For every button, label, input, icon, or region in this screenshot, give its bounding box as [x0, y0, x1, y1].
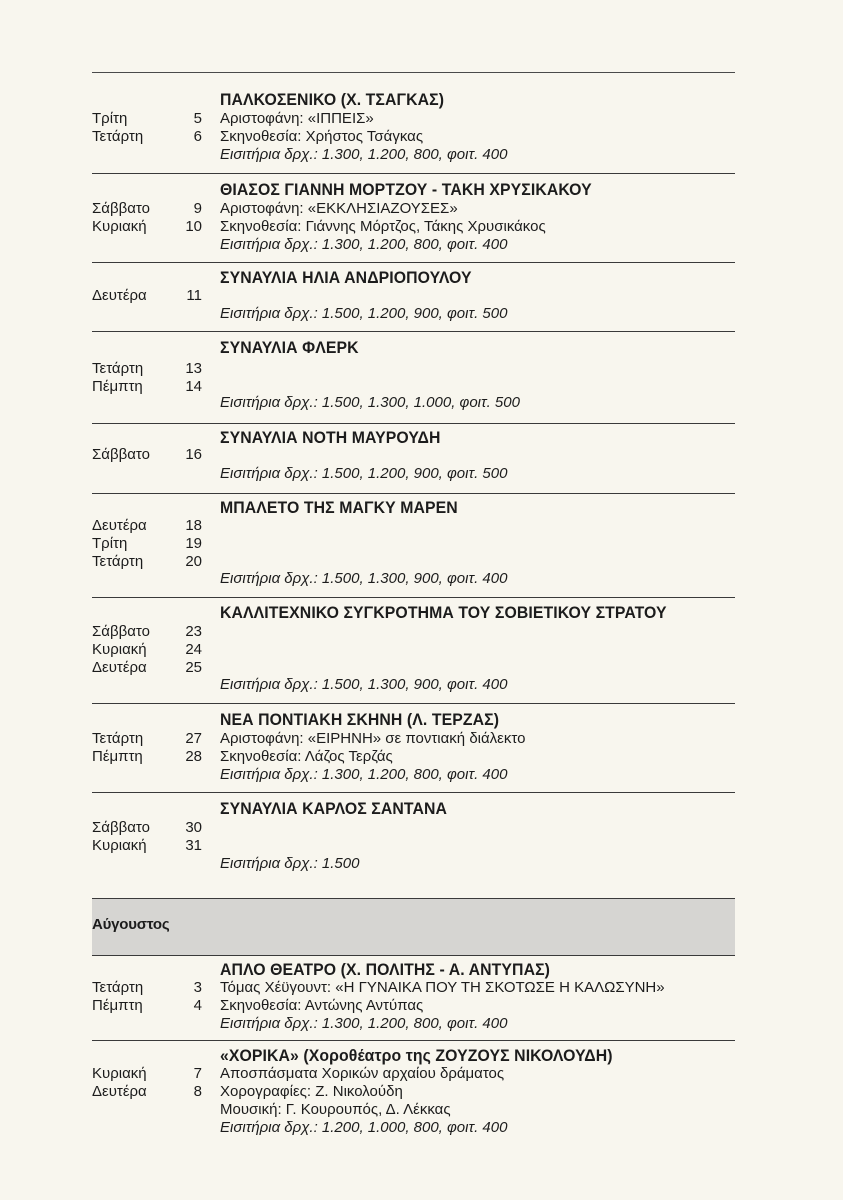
event-day — [92, 623, 202, 641]
event-details — [220, 110, 423, 146]
event-day — [92, 517, 202, 535]
day-number: 3 — [193, 979, 202, 996]
event-day — [92, 553, 202, 571]
day-number: 10 — [185, 218, 202, 235]
day-name: Τετάρτη — [92, 360, 144, 377]
ticket-prices: Εισιτήρια δρχ.: 1.500, 1.200, 900, φοιτ. 500 — [220, 465, 508, 482]
month-label: Αύγουστος — [92, 916, 170, 933]
event-work: Αποσπάσματα Χορικών αρχαίου δράματος — [220, 1065, 505, 1082]
ticket-prices: Εισιτήρια δρχ.: 1.500 — [220, 855, 360, 872]
event-day — [92, 287, 202, 305]
event-day — [92, 218, 202, 236]
event-title: ΣΥΝΑΥΛΙΑ ΝΟΤΗ ΜΑΥΡΟΥΔΗ — [220, 428, 441, 447]
day-name: Σάββατο — [92, 200, 150, 217]
day-name: Σάββατο — [92, 623, 150, 640]
day-number: 13 — [185, 360, 202, 377]
day-number: 31 — [185, 837, 202, 854]
event-days — [92, 623, 202, 677]
event-title: «ΧΟΡΙΚΑ» (Χοροθέατρο της ΖΟΥΖΟΥΣ ΝΙΚΟΛΟΥΔΗ) — [220, 1046, 613, 1065]
day-number: 25 — [185, 659, 202, 676]
event-day — [92, 748, 202, 766]
event-title: ΠΑΛΚΟΣΕΝΙΚΟ (Χ. ΤΣΑΓΚΑΣ) — [220, 90, 445, 109]
ticket-prices: Εισιτήρια δρχ.: 1.500, 1.300, 1.000, φοιτ. 500 — [220, 394, 520, 411]
day-number: 9 — [193, 200, 202, 217]
event-day — [92, 730, 202, 748]
event-day — [92, 979, 202, 997]
event-days — [92, 1065, 202, 1101]
ticket-prices: Εισιτήρια δρχ.: 1.500, 1.200, 900, φοιτ. 500 — [220, 305, 508, 322]
divider — [92, 792, 735, 793]
event-day — [92, 819, 202, 837]
event-title: ΚΑΛΛΙΤΕΧΝΙΚΟ ΣΥΓΚΡΟΤΗΜΑ ΤΟΥ ΣΟΒΙΕΤΙΚΟΥ ΣΤΡΑΤΟΥ — [220, 603, 667, 622]
event-choreography: Χορογραφίες: Ζ. Νικολούδη — [220, 1083, 403, 1100]
event-day — [92, 360, 202, 378]
ticket-prices: Εισιτήρια δρχ.: 1.300, 1.200, 800, φοιτ. 400 — [220, 766, 508, 783]
day-name: Κυριακή — [92, 641, 147, 658]
day-number: 18 — [185, 517, 202, 534]
event-days — [92, 819, 202, 855]
day-name: Σάββατο — [92, 446, 150, 463]
divider — [92, 703, 735, 704]
event-day — [92, 1065, 202, 1083]
event-days — [92, 979, 202, 1015]
ticket-prices: Εισιτήρια δρχ.: 1.300, 1.200, 800, φοιτ. 400 — [220, 146, 508, 163]
day-name: Πέμπτη — [92, 378, 143, 395]
event-direction: Σκηνοθεσία: Αντώνης Αντύπας — [220, 997, 424, 1014]
day-number: 14 — [185, 378, 202, 395]
divider — [92, 173, 735, 174]
day-name: Πέμπτη — [92, 748, 143, 765]
event-days — [92, 730, 202, 766]
event-days — [92, 287, 202, 305]
day-name: Πέμπτη — [92, 997, 143, 1014]
ticket-prices: Εισιτήρια δρχ.: 1.200, 1.000, 800, φοιτ. 400 — [220, 1119, 508, 1136]
day-number: 23 — [185, 623, 202, 640]
event-day — [92, 110, 202, 128]
event-day — [92, 200, 202, 218]
day-number: 8 — [193, 1083, 202, 1100]
divider — [92, 262, 735, 263]
event-details — [220, 979, 665, 1015]
day-name: Σάββατο — [92, 819, 150, 836]
day-name: Δευτέρα — [92, 287, 147, 304]
day-name: Δευτέρα — [92, 1083, 147, 1100]
day-name: Κυριακή — [92, 218, 147, 235]
event-direction: Σκηνοθεσία: Γιάννης Μόρτζος, Τάκης Χρυσικάκος — [220, 218, 546, 235]
event-title: ΣΥΝΑΥΛΙΑ ΗΛΙΑ ΑΝΔΡΙΟΠΟΥΛΟΥ — [220, 268, 472, 287]
day-number: 27 — [185, 730, 202, 747]
day-number: 7 — [193, 1065, 202, 1082]
top-rule — [92, 72, 735, 73]
day-name: Δευτέρα — [92, 517, 147, 534]
event-title: ΜΠΑΛΕΤΟ ΤΗΣ ΜΑΓΚΥ ΜΑΡΕΝ — [220, 498, 458, 517]
event-title: ΣΥΝΑΥΛΙΑ ΚΑΡΛΟΣ ΣΑΝΤΑΝΑ — [220, 799, 447, 818]
event-days — [92, 360, 202, 396]
event-work: Τόμας Χέϋγουντ: «Η ΓΥΝΑΙΚΑ ΠΟΥ ΤΗ ΣΚΟΤΩΣΕ Η ΚΑΛΩΣΥΝΗ» — [220, 979, 665, 996]
event-title: ΑΠΛΟ ΘΕΑΤΡΟ (Χ. ΠΟΛΙΤΗΣ - Α. ΑΝΤΥΠΑΣ) — [220, 960, 551, 979]
day-name: Τετάρτη — [92, 979, 144, 996]
event-work: Αριστοφάνη: «ΕΚΚΛΗΣΙΑΖΟΥΣΕΣ» — [220, 200, 458, 217]
event-day — [92, 997, 202, 1015]
ticket-prices: Εισιτήρια δρχ.: 1.300, 1.200, 800, φοιτ. 400 — [220, 1015, 508, 1032]
event-direction: Σκηνοθεσία: Χρήστος Τσάγκας — [220, 128, 424, 145]
event-days — [92, 200, 202, 236]
event-work: Αριστοφάνη: «ΙΠΠΕΙΣ» — [220, 110, 374, 127]
event-day — [92, 641, 202, 659]
event-details — [220, 200, 546, 236]
event-details — [220, 1065, 504, 1119]
ticket-prices: Εισιτήρια δρχ.: 1.300, 1.200, 800, φοιτ. 400 — [220, 236, 508, 253]
day-name: Κυριακή — [92, 837, 147, 854]
divider — [92, 597, 735, 598]
day-name: Τρίτη — [92, 110, 128, 127]
day-number: 28 — [185, 748, 202, 765]
day-name: Τρίτη — [92, 535, 128, 552]
divider — [92, 331, 735, 332]
day-number: 5 — [193, 110, 202, 127]
event-days — [92, 110, 202, 146]
event-days — [92, 446, 202, 464]
ticket-prices: Εισιτήρια δρχ.: 1.500, 1.300, 900, φοιτ. 400 — [220, 676, 508, 693]
event-day — [92, 837, 202, 855]
event-music: Μουσική: Γ. Κουρουπός, Δ. Λέκκας — [220, 1101, 451, 1118]
day-number: 24 — [185, 641, 202, 658]
event-days — [92, 517, 202, 571]
event-day — [92, 1083, 202, 1101]
day-number: 19 — [185, 535, 202, 552]
event-work: Αριστοφάνη: «ΕΙΡΗΝΗ» σε ποντιακή διάλεκτο — [220, 730, 526, 747]
event-direction: Σκηνοθεσία: Λάζος Τερζάς — [220, 748, 393, 765]
day-number: 20 — [185, 553, 202, 570]
event-details — [220, 730, 525, 766]
day-number: 11 — [186, 287, 202, 304]
day-name: Τετάρτη — [92, 128, 144, 145]
event-day — [92, 128, 202, 146]
divider — [92, 1040, 735, 1041]
event-day — [92, 659, 202, 677]
day-name: Τετάρτη — [92, 730, 144, 747]
event-day — [92, 378, 202, 396]
event-title: ΣΥΝΑΥΛΙΑ ΦΛΕΡΚ — [220, 338, 359, 357]
day-name: Τετάρτη — [92, 553, 144, 570]
divider — [92, 423, 735, 424]
day-number: 6 — [193, 128, 202, 145]
month-band — [92, 898, 735, 956]
day-name: Κυριακή — [92, 1065, 147, 1082]
day-number: 4 — [193, 997, 202, 1014]
divider — [92, 493, 735, 494]
event-day — [92, 535, 202, 553]
day-number: 16 — [185, 446, 202, 463]
ticket-prices: Εισιτήρια δρχ.: 1.500, 1.300, 900, φοιτ. 400 — [220, 570, 508, 587]
day-name: Δευτέρα — [92, 659, 147, 676]
event-day — [92, 446, 202, 464]
event-title: ΘΙΑΣΟΣ ΓΙΑΝΝΗ ΜΟΡΤΖΟΥ - ΤΑΚΗ ΧΡΥΣΙΚΑΚΟΥ — [220, 180, 592, 199]
event-title: ΝΕΑ ΠΟΝΤΙΑΚΗ ΣΚΗΝΗ (Λ. ΤΕΡΖΑΣ) — [220, 710, 500, 729]
day-number: 30 — [185, 819, 202, 836]
